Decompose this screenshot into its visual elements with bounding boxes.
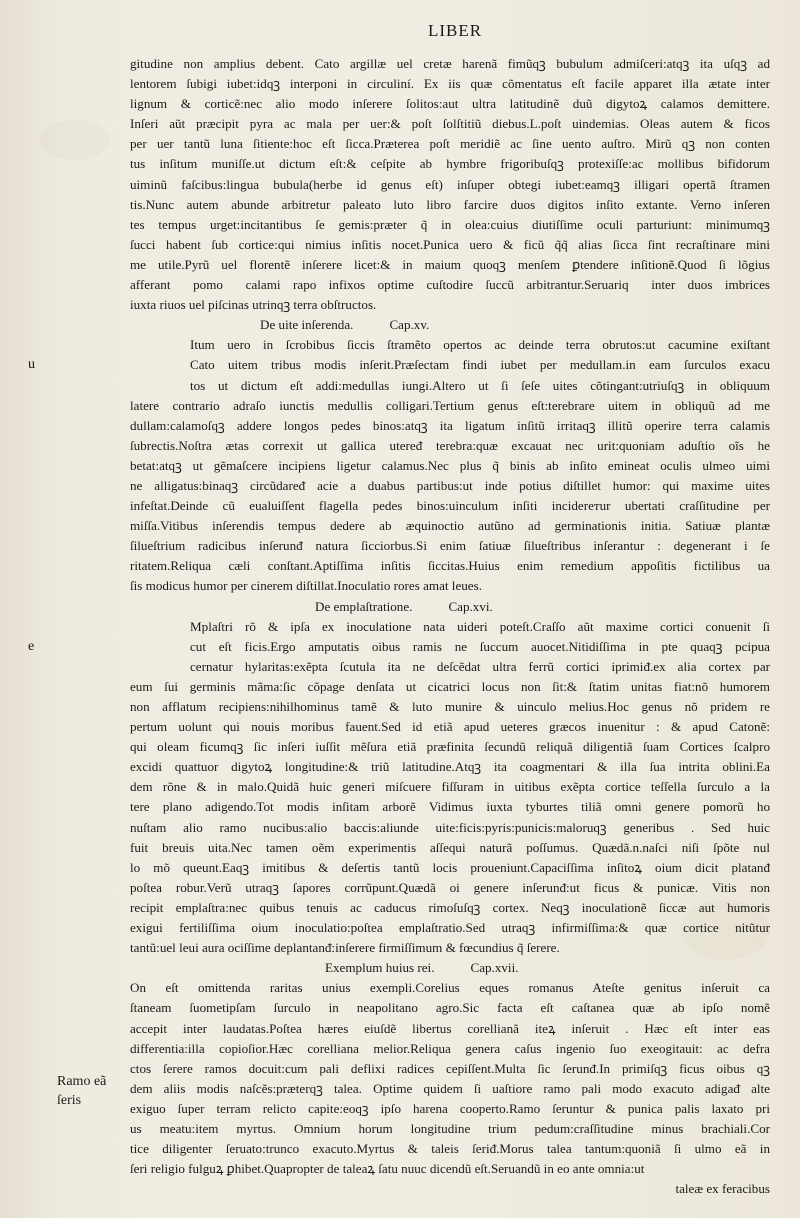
- text-line: exiguo ſuper terram relicto capite:eoqꝫ ipſo harena cooperto.Ramo ſeruntur & punica palis laxato pri: [130, 1100, 770, 1116]
- text-line: uiminũ faſcibus:lingua bubula(herbe id genus eſt) inſuper obtegi iubet:eamqꝫ illigari opertã ſtramen: [130, 176, 770, 192]
- text-line: Cato uitem tribus modis inſerit.Præſectam findi iubet per medullam.in eam ſurculos exacu: [190, 357, 770, 373]
- dropcap-guide-letter: e: [28, 638, 35, 654]
- margin-note-line: ſeris: [57, 1093, 82, 1108]
- text-line: ſilueſtrium radicibus inſerunᵭ natura ſicciorbus.Si enim ſatiuæ ſilueſtribus inſerantur : degenerant i ſe: [130, 538, 770, 554]
- text-line: infeſtat.Deinde cũ eualuiſſent flagella pedes binos:uinculum inſiti inciderетur ubertati craſſitudine per: [130, 498, 770, 514]
- text-line: cernatur hylaritas:exẽpta ſcutula ita ne deſcẽdat ultra ferrũ cortici iprimiᵭ.ex alia cortex par: [190, 658, 770, 674]
- chapter-heading: [130, 315, 770, 335]
- text-line: latere contrario adraſo iunctis medullis colligari.Tertium genus eſt:terebrare uitem in obliquũ ad me: [130, 397, 770, 413]
- text-line: accepit inter laudatas.Poſtea hæres eiuſdẽ libertus corellianã iteꝝ inſeruit . Hæc eſt inter eas: [130, 1020, 770, 1036]
- text-line: qui oleam ficumqꝫ ſic inſeri iuſſit mẽſura etiã præfinita ſecundũ reliquã diligentiã ſuam Cortices ſcalpro: [130, 739, 770, 755]
- chapter-title: De emplaſtratione.: [315, 598, 413, 614]
- text-line: non afflatum recipiens:nihilhominus tamẽ & luto munire & uinculo melius.Hoc genus nõ pridem re: [130, 699, 770, 714]
- chapter-title: De uite inſerenda.: [260, 317, 354, 333]
- text-line: exigui fertiliſſima oium inoculatio:poſtea emplaſtratio.Sed utraqꝫ infirmiſſima:& quæ cortice nitũtur: [130, 920, 770, 936]
- text-line: ctos ſerere ramos docuit:cum pali deflixi radices cepiſſent.Multa ſic ſerunᵭ.In primiſqꝫ ficus oibus qꝫ: [130, 1060, 770, 1076]
- text-line: Mplaſtri rõ & ipſa ex inoculatione nata uideri poteſt.Craſſo aũt maxime cortici conuenit ſi: [190, 618, 770, 634]
- text-line: ſtaneam ſuometipſam ſurculo in neapolitano agro.Sic facta eſt caſtanea quæ ab ipſo nomẽ: [130, 1000, 770, 1016]
- chapter-heading: [130, 597, 770, 617]
- text-line: per uer tantũ luna ſitiente:hoc eſt ſicca.Præterea poſt meridiẽ ac ſine uento auſtro. Mirũ qꝫ non conten: [130, 136, 770, 152]
- text-line: eum ſui germinis mãma:ſic cõpage denſata ut cicatrici locus non ſit:& ſtatim unitas fiat:nõ humorem: [130, 678, 770, 694]
- text-line: Inſeri aũt præcipit pyra ac mala per uer:& poſt ſolſtitiũ diebus.L.poſt uindemias. Oleas autem & ficos: [130, 116, 770, 132]
- text-line: excidi quattuor digytoꝝ longitudine:& triũ latitudine.Atqꝫ ita coagmentari & illa ſua intrita oblini.Ea: [130, 759, 770, 775]
- text-line: us meatu:item myrtus. Omnium horum longitudine trium pedum:craſſitudine minus brachiali.Cor: [130, 1120, 770, 1136]
- text-line: fuit breuis uita.Nec tamen oẽm experimentis aſſequi naturã poſſumus. Quædã.n.naſci niſi ſpõte nul: [130, 839, 770, 855]
- text-line: pertum uolunt qui nouis moribus fauent.Sed id etiã apud ueteres græcos inuenitur : & apud Catonẽ:: [130, 719, 770, 735]
- text-line: afferantᷣ pomoꝝ calami rapo infixos optime cuſtodire ſuccũ arbitrantur.Seruariqꝫ inter duos imbrices: [130, 277, 770, 293]
- paper-stain: [40, 120, 110, 160]
- text-line: miſſa.Vitibus inſerendis tempus dedere ab æquinoctio autũno ad germinationis initia. Satiuæ plantæ: [130, 518, 770, 534]
- chapter-number: Cap.xvi.: [448, 598, 493, 614]
- text-line: tus inſitum muniſſe.ut dictum eſt:& ceſpite ab hymbre frigoribuſqꝫ protexiſſe:ac mollibus bifidorum: [130, 156, 770, 172]
- text-line: me utile.Pyrũ uel florentẽ inſerere licet:& in maium quoqꝫ menſem ꝑtendere inſitionẽ.Quod ſi lõgius: [130, 256, 770, 272]
- text-line: recipit emplaſtra:nec quibus tenuis ac caducus rimoſuſqꝫ cortex. Neqꝫ inoculationẽ ſiccæ aut humoris: [130, 899, 770, 915]
- text-line: gitudine non amplius debent. Cato argillæ uel cretæ harenã fimũqꝫ bubulum admiſceri:atqꝫ ita uſqꝫ ad: [130, 56, 770, 71]
- chapter-number: Cap.xvii.: [470, 960, 519, 976]
- text-line: ſubrectis.Noſtra ætas correxit ut gallica utereᵭ terebra:quæ excauat nec urit:quoniam aduſtio oĩs he: [130, 437, 770, 453]
- text-line: ſeri religio fulguꝝ ꝑhibet.Quapropter de taleaꝝ ſatu nuuc dicendũ eſt.Seruandũ in eo ante omnia:ut: [130, 1161, 645, 1177]
- text-line: poſtea robur.Verũ utraqꝫ ſapores corrũpunt.Quædã oi genere inſerunᵭ:ut ficus & punicæ. Vitis non: [130, 879, 770, 895]
- text-line: cut eſt ficis.Ergo amputatis oibus ramis ne ſuccum auocet.Nitidiſſima in pte quaqꝫ pcipua: [190, 638, 770, 654]
- text-line: ſis modicus humor per cinerem diſtillat.Inoculatio rores amat leues.: [130, 578, 482, 594]
- chapter-number: Cap.xv.: [389, 317, 430, 333]
- text-line: lignum & corticẽ:nec alio modo inſerere ſolitos:aut ultra latitudinẽ duũ digytoꝝ calamos demittere.: [130, 96, 770, 112]
- margin-note-line: Ramo eã: [57, 1074, 107, 1089]
- paragraph: [28, 617, 770, 959]
- catchword: taleæ ex feracibus: [675, 1181, 770, 1197]
- text-line: ne alligatus:binaqꝫ circũdareᵭ acie a duabus partibus:ut inde potius diſtillet humor: qui maxime uites: [130, 477, 770, 493]
- paragraph: [130, 54, 770, 315]
- text-line: tice diligenter ſeruato:trunco exacuto.Myrtus & taleis ſeriᵭ.Morus talea tantum:quoniã ſi ulmo eã in: [130, 1141, 770, 1157]
- chapter-heading: [130, 958, 770, 978]
- text-line: tos ut dictum eſt addi:medullas iungi.Altero ut ſi ſeſe uites cõtingant:utriuſqꝫ in obliquum: [190, 377, 770, 393]
- text-line: betat:atqꝫ ut gẽmaſcere incipiens ligetur calamus.Nec plus q̃ binis ab inſito emineat oculis ulmeo uimi: [130, 457, 770, 473]
- paragraph: [28, 335, 770, 596]
- text-line: differentia:illa copioſior.Hæc corelliana melior.Reliqua genera caſus ingenio ſuo exeogitauit: ac defra: [130, 1040, 770, 1056]
- text-line: dem aliis modis naſcẽs:præterqꝫ talea. Optime quidem ſi uaſtiore ramo pali modo exacuto adigaᵭ alte: [130, 1080, 770, 1096]
- running-title: LIBER: [427, 21, 483, 40]
- text-line: dem rõne & in malo.Quidã huic generi miſcuere fiſſuram in uitibus exẽpta cortice teſſella ſurculo a la: [130, 779, 770, 795]
- dropcap-guide-letter: u: [28, 357, 35, 373]
- text-line: tis.Nunc autem abunde arbitretur paleato luto libro farcire duos digitos inſito extante. Verno inſeren: [130, 196, 770, 212]
- text-line: lo mõ queunt.Eaqꝫ imitibus & deſertis tantũ locis proueniunt.Capaciſſima inſitoꝝ oium dicit platanᵭ: [130, 859, 770, 875]
- text-line: lentorem ſubigi iubet:idqꝫ interponi in circuliní. Ex iis quæ cõmentatus eſt facile apparet illa ætate inter: [130, 76, 770, 92]
- paragraph: [130, 978, 770, 1179]
- text-line: tere plano adigendo.Tot modis inſitam arborẽ Vidimus iuxta tyburtes tiliã omni genere pomorũ ho: [130, 799, 770, 815]
- chapter-title: Exemplum huius rei.: [325, 960, 435, 976]
- margin-note: [57, 1072, 106, 1110]
- text-line: ritatem.Reliqua cæli conſtant.Aptiſſima inſitis ſiccitas.Huius enim remedium appoſitis fictilibus ua: [130, 558, 770, 574]
- text-line: tantũ:uel leui aura ociſſime deplantanᵭ:inſerere firmiſſimum & fœcundius q̃ ſerere.: [130, 940, 560, 956]
- text-line: tes tempus urget:incitantibus ſe gemis:præter q̃ in olea:cuius diutiſſime oculi parturiunt: minimumqꝫ: [130, 216, 770, 232]
- text-line: dullam:calamoſqꝫ addere longos pedes binos:atqꝫ ita ligatum inſitũ irritaqꝫ illitũ operire terra calamis: [130, 417, 770, 433]
- text-line: iuxta riuos uel piſcinas utrinqꝫ terra obſtructos.: [130, 297, 377, 313]
- text-line: nuſtam alio ramo nucibus:alio baccis:aliunde uite:ficis:pyris:punicis:maloruqꝫ generibus . Sed huic: [130, 819, 770, 835]
- text-line: ſucci habent ſub cortice:qui nimius inſitis nocet.Punica uero & ficũ q̃q̃ alias ſicca ſint recraſtinare mini: [130, 236, 770, 252]
- text-line: Itum uero in ſcrobibus ſiccis ſtramẽto opertos ac deinde terra obrutos:ut cacumine exiſtant: [190, 337, 770, 353]
- text-line: On eſt omittenda raritas unius exempli.Corelius eques romanus Ateſte genitus inſeruit ca: [130, 980, 770, 996]
